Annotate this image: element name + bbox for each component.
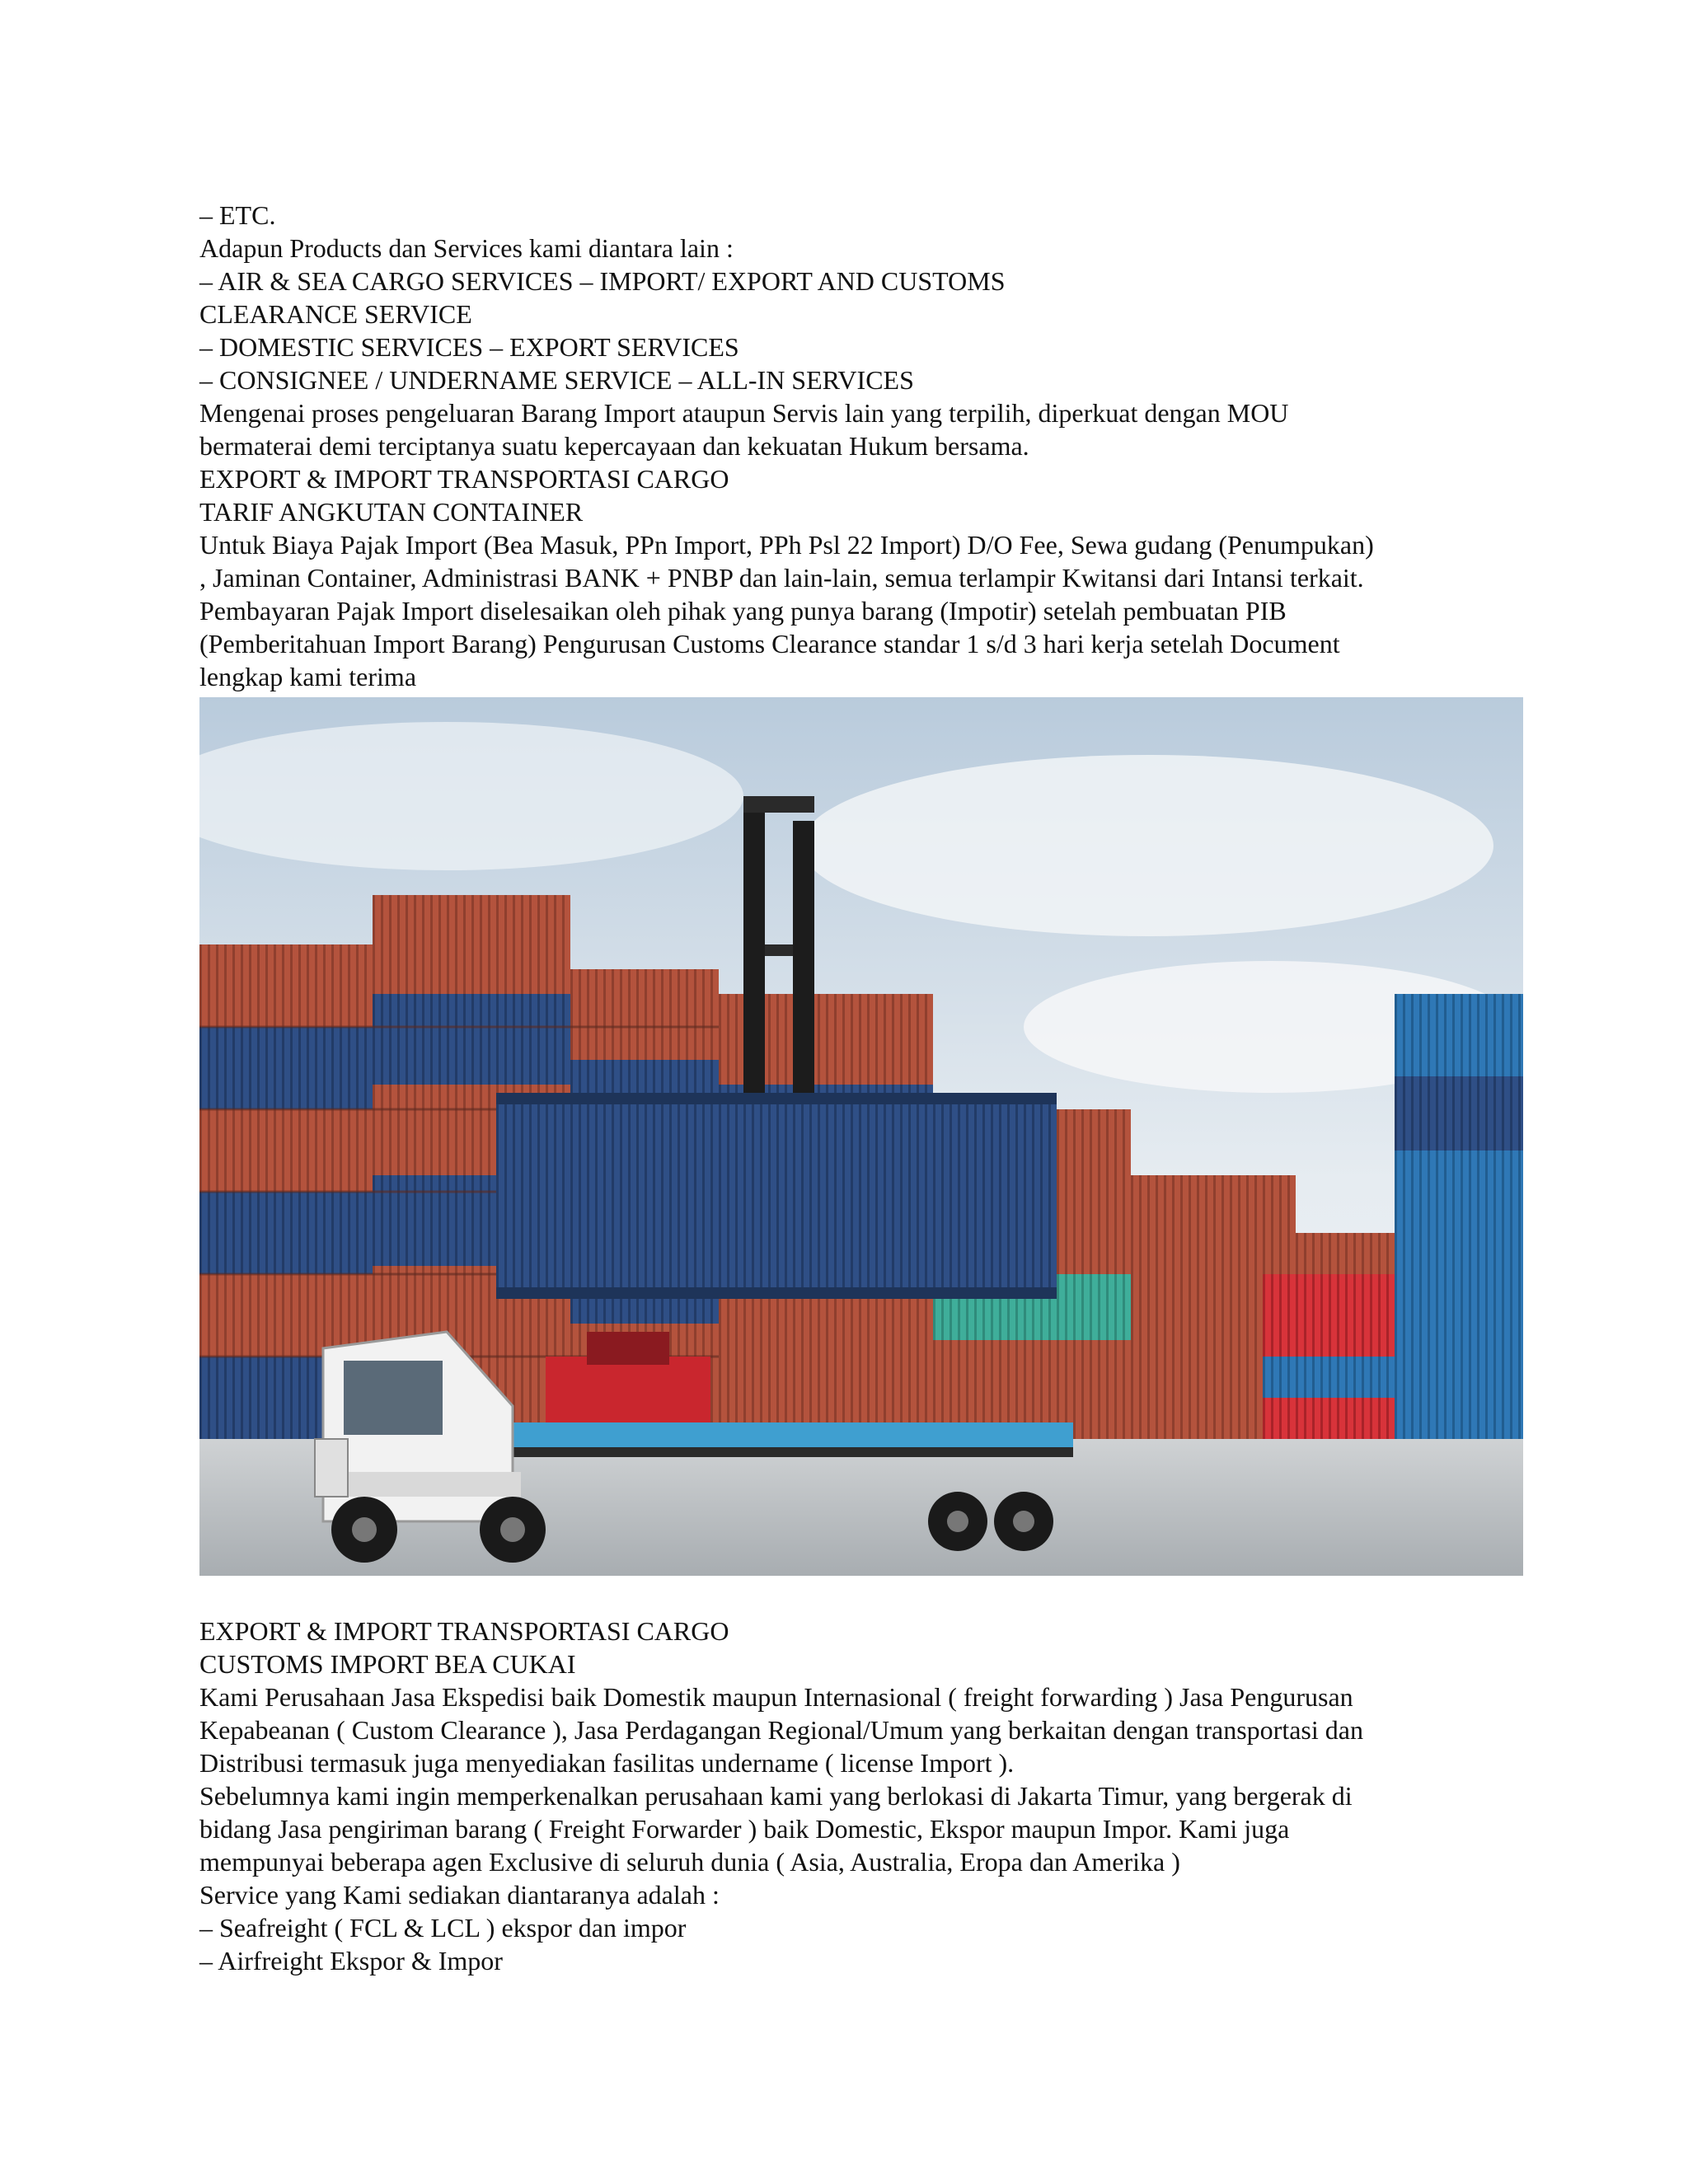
text-line: – ETC. [199,200,276,230]
text-line: , Jaminan Container, Administrasi BANK + PNBP dan lain-lain, semua terlampir Kwitansi dari Intansi terkait. [199,563,1364,593]
text-line: Distribusi termasuk juga menyediakan fasilitas undername ( license Import ). [199,1748,1015,1778]
text-line: Kepabeanan ( Custom Clearance ), Jasa Perdagangan Regional/Umum yang berkaitan dengan transportasi dan [199,1715,1363,1745]
text-line: Pembayaran Pajak Import diselesaikan oleh pihak yang punya barang (Impotir) setelah pembuatan PIB [199,596,1287,626]
text-line: – CONSIGNEE / UNDERNAME SERVICE – ALL-IN SERVICES [199,365,914,395]
container-truck-photo [199,697,1523,1576]
text-line: Untuk Biaya Pajak Import (Bea Masuk, PPn Import, PPh Psl 22 Import) D/O Fee, Sewa gudang (Penumpukan) [199,530,1374,560]
text-line: Service yang Kami sediakan diantaranya adalah : [199,1880,720,1910]
heading-line: EXPORT & IMPORT TRANSPORTASI CARGO [199,464,729,494]
text-line: Kami Perusahaan Jasa Ekspedisi baik Domestik maupun Internasional ( freight forwarding ) Jasa Pengurusan [199,1682,1353,1712]
text-line: bermaterai demi terciptanya suatu kepercayaan dan kekuatan Hukum bersama. [199,431,1029,461]
text-line: – DOMESTIC SERVICES – EXPORT SERVICES [199,332,739,362]
text-section-top [199,199,1531,693]
text-line: lengkap kami terima [199,662,417,691]
list-item: – Seafreight ( FCL & LCL ) ekspor dan impor [199,1913,687,1943]
text-line: – AIR & SEA CARGO SERVICES – IMPORT/ EXPORT AND CUSTOMS [199,266,1006,296]
text-line: Adapun Products dan Services kami diantara lain : [199,233,734,263]
text-line: mempunyai beberapa agen Exclusive di seluruh dunia ( Asia, Australia, Eropa dan Amerika ) [199,1847,1180,1877]
text-section-bottom [199,1615,1531,1977]
heading-line: TARIF ANGKUTAN CONTAINER [199,497,584,527]
list-item: – Airfreight Ekspor & Impor [199,1946,503,1975]
heading-line: CUSTOMS IMPORT BEA CUKAI [199,1649,576,1679]
text-line: Mengenai proses pengeluaran Barang Import ataupun Servis lain yang terpilih, diperkuat dengan MOU [199,398,1289,428]
text-line: (Pemberitahuan Import Barang) Pengurusan Customs Clearance standar 1 s/d 3 hari kerja setelah Document [199,629,1340,658]
text-line: CLEARANCE SERVICE [199,299,472,329]
heading-line: EXPORT & IMPORT TRANSPORTASI CARGO [199,1616,729,1646]
text-line: Sebelumnya kami ingin memperkenalkan perusahaan kami yang berlokasi di Jakarta Timur, yang bergerak di [199,1781,1353,1811]
text-line: bidang Jasa pengiriman barang ( Freight Forwarder ) baik Domestic, Ekspor maupun Impor. Kami juga [199,1814,1290,1844]
